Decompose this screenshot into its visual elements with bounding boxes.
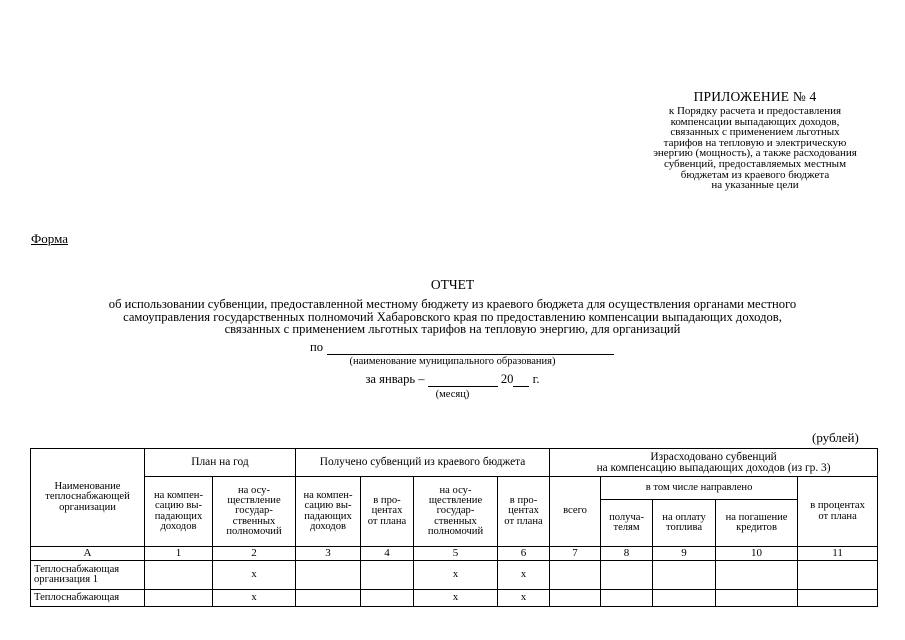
header-col-6: в про- центах от плана	[498, 477, 550, 547]
report-desc-line: самоуправления государственных полномочий Хабаровского края по предоставлению компенсации выпадающих доходов,	[123, 309, 782, 324]
table-row	[31, 561, 878, 590]
table-cell[interactable]	[296, 561, 361, 590]
org-name-cell: Теплоснабжающая организация 1	[31, 561, 145, 590]
month-prefix: за январь –	[365, 372, 425, 386]
table-cell[interactable]	[145, 561, 213, 590]
column-number: 9	[653, 547, 716, 561]
appendix-line: на указанные цели	[711, 179, 799, 192]
month-caption: (месяц)	[435, 389, 470, 400]
table-cell: x	[414, 561, 498, 590]
header-col-11: в процентах от плана	[798, 477, 878, 547]
appendix-line: бюджетам из краевого бюджета	[680, 168, 830, 181]
column-number: 10	[716, 547, 798, 561]
municipality-caption: (наименование муниципального образования)	[349, 356, 556, 367]
header-col-5: на осу- ществление государ- ственных полномочий	[414, 477, 498, 547]
table-cell[interactable]	[145, 590, 213, 607]
column-number: 3	[296, 547, 361, 561]
column-number: 11	[798, 547, 878, 561]
table-cell[interactable]	[798, 561, 878, 590]
appendix-subtitle	[628, 106, 882, 191]
header-col-1: на компен- сацию вы- падающих доходов	[145, 477, 213, 547]
municipality-blank[interactable]	[327, 342, 614, 355]
table-cell[interactable]	[361, 561, 414, 590]
period-line	[0, 372, 905, 387]
form-label: Форма	[31, 231, 68, 246]
org-name-cell: Теплоснабжающая	[31, 590, 145, 607]
table-cell: x	[213, 561, 296, 590]
year-blank[interactable]	[513, 375, 529, 387]
header-col-4: в про- центах от плана	[361, 477, 414, 547]
appendix-block	[628, 89, 882, 191]
table-cell[interactable]	[550, 590, 601, 607]
appendix-line: к Порядку расчета и предоставления	[668, 105, 842, 117]
report-desc-line: об использовании субвенции, предоставленной местному бюджету из краевого бюджета для осуществления органами местного	[108, 297, 797, 311]
table-cell: x	[498, 590, 550, 607]
table-cell[interactable]	[601, 561, 653, 590]
column-number: 8	[601, 547, 653, 561]
report-description	[20, 298, 885, 336]
table-cell[interactable]	[550, 561, 601, 590]
column-number: 5	[414, 547, 498, 561]
header-plan: План на год	[145, 449, 296, 477]
header-spent: Израсходовано субвенций на компенсацию выпадающих доходов (из гр. 3)	[550, 449, 878, 477]
header-col-3: на компен- сацию вы- падающих доходов	[296, 477, 361, 547]
po-label: по	[310, 340, 324, 354]
appendix-line: энергию (мощность), а также расходования	[653, 147, 857, 160]
header-directed: в том числе направлено	[601, 477, 798, 500]
table-cell[interactable]	[716, 590, 798, 607]
table-cell[interactable]	[601, 590, 653, 607]
year-prefix: 20	[500, 372, 514, 386]
table-cell: x	[213, 590, 296, 607]
appendix-line: компенсации выпадающих доходов,	[670, 115, 840, 128]
table-cell[interactable]	[653, 561, 716, 590]
municipality-line	[310, 340, 614, 355]
table-cell[interactable]	[296, 590, 361, 607]
appendix-line: субвенций, предоставляемых местным	[663, 157, 847, 170]
table-row	[31, 590, 878, 607]
column-number: 2	[213, 547, 296, 561]
header-col-10: на погашение кредитов	[716, 500, 798, 547]
column-number: 6	[498, 547, 550, 561]
appendix-line: связанных с применением льготных	[670, 126, 840, 139]
year-suffix: г.	[532, 372, 540, 386]
header-col-7: всего	[550, 477, 601, 547]
table-cell: x	[414, 590, 498, 607]
table-cell: x	[498, 561, 550, 590]
header-received: Получено субвенций из краевого бюджета	[296, 449, 550, 477]
units-label: (рублей)	[812, 430, 859, 445]
header-col-2: на осу- ществление государ- ственных полномочий	[213, 477, 296, 547]
column-number: 1	[145, 547, 213, 561]
column-number: А	[31, 547, 145, 561]
table-cell[interactable]	[716, 561, 798, 590]
month-blank[interactable]	[428, 375, 498, 387]
appendix-title: ПРИЛОЖЕНИЕ № 4	[693, 89, 817, 104]
table-cell[interactable]	[798, 590, 878, 607]
header-col-8: получа- телям	[601, 500, 653, 547]
report-table	[30, 448, 878, 607]
report-title: ОТЧЕТ	[430, 277, 475, 292]
report-desc-line: связанных с применением льготных тарифов на тепловую энергию, для организаций	[224, 322, 681, 337]
appendix-line: тарифов на тепловую и электрическую	[663, 136, 847, 149]
column-numbers-row	[31, 547, 878, 561]
column-number: 4	[361, 547, 414, 561]
column-number: 7	[550, 547, 601, 561]
table-cell[interactable]	[361, 590, 414, 607]
header-org-name: Наименование теплоснабжающей организации	[31, 449, 145, 547]
header-col-9: на оплату топлива	[653, 500, 716, 547]
table-cell[interactable]	[653, 590, 716, 607]
